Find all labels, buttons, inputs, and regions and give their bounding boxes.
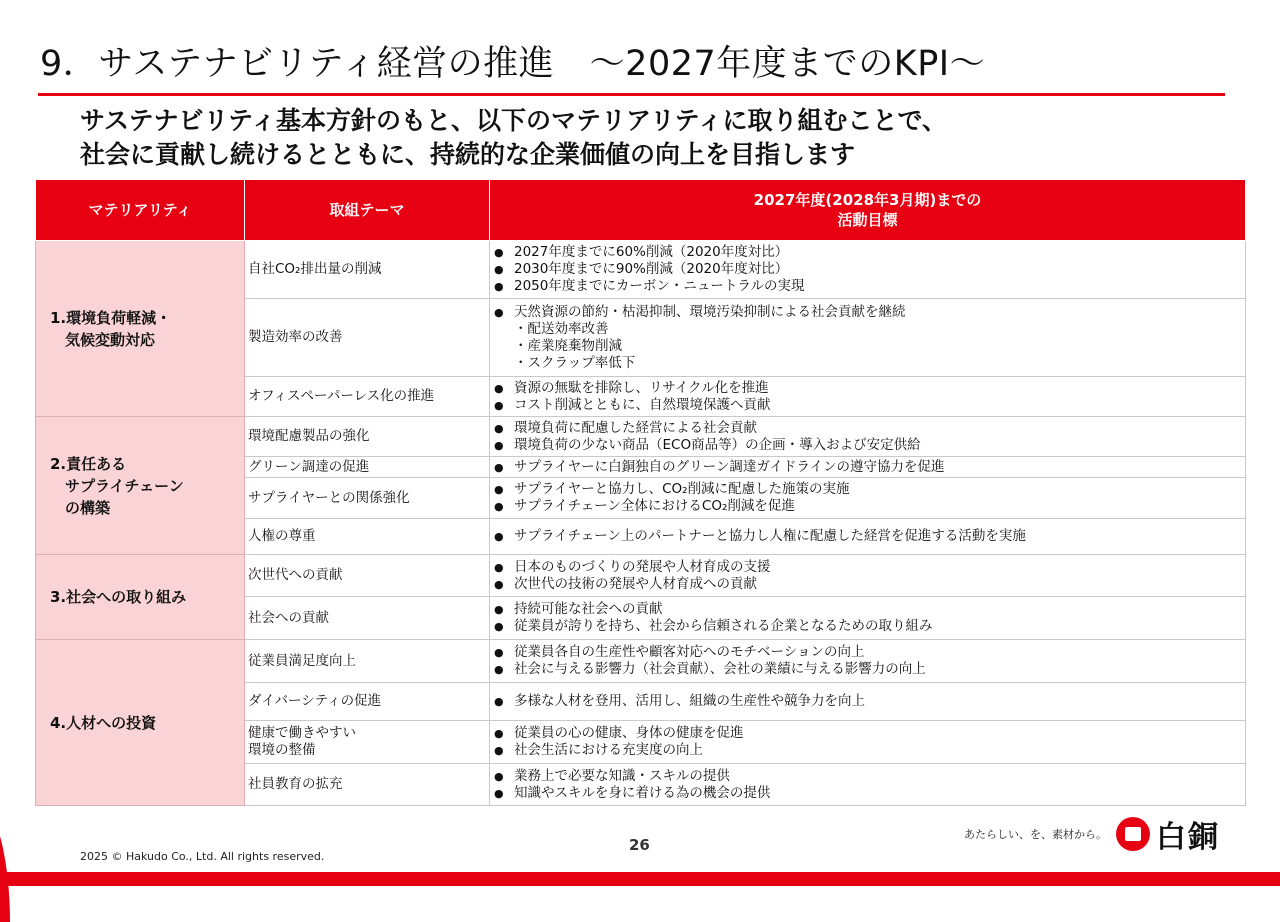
goal-list — [494, 380, 1239, 414]
footer-bar — [0, 872, 1280, 886]
goal-cell — [490, 555, 1246, 597]
goal-list — [494, 768, 1239, 802]
goal-item: ● 次世代の技術の発展や人材育成への貢献 — [494, 576, 1239, 593]
theme-label: オフィスペーパーレス化の推進 — [248, 388, 435, 404]
goal-item: ● 従業員各自の生産性や顧客対応へのモチベーションの向上 — [494, 644, 1239, 661]
company-tagline: あたらしい、を、素材から。 — [964, 828, 1107, 841]
page-number: 26 — [629, 836, 650, 854]
goal-list — [494, 459, 1239, 476]
materiality-label: 3.社会への取り組み — [50, 588, 187, 606]
subtitle-line-2: 社会に貢献し続けるとともに、持続的な企業価値の向上を目指します — [80, 140, 856, 169]
goal-subitem: ・スクラップ率低下 — [514, 354, 636, 371]
theme-label: サプライヤーとの関係強化 — [248, 489, 410, 506]
theme-cell — [245, 478, 490, 519]
goal-list — [494, 693, 1239, 710]
goal-cell — [490, 683, 1246, 721]
header-goal — [490, 180, 1246, 241]
materiality-cell — [36, 417, 245, 555]
goal-item: ● 持続可能な社会への貢献 — [494, 601, 1239, 618]
company-logo — [1116, 812, 1220, 856]
materiality-label: 4.人材への投資 — [50, 713, 157, 732]
goal-item: ● 2050年度までにカーボン・ニュートラルの実現 — [494, 278, 1239, 295]
theme-label: 製造効率の改善 — [248, 329, 343, 345]
copyright: 2025 © Hakudo Co., Ltd. All rights reserved. — [80, 850, 325, 863]
logo-mark-icon — [1116, 817, 1150, 851]
goal-item: ● サプライチェーン全体におけるCO₂削減を促進 — [494, 498, 1239, 515]
theme-cell — [245, 597, 490, 640]
materiality-cell — [36, 241, 245, 417]
header-goal-line-2: 活動目標 — [837, 211, 898, 229]
theme-label: 環境配慮製品の強化 — [248, 428, 370, 444]
subtitle-line-1: サステナビリティ基本方針のもと、以下のマテリアリティに取り組むことで、 — [80, 106, 948, 135]
goal-list — [494, 725, 1239, 759]
goal-subitem: ・配送効率改善 — [514, 320, 609, 337]
theme-label: 健康で働きやすい — [248, 725, 356, 741]
theme-label: ダイバーシティの促進 — [248, 693, 382, 709]
materiality-cell — [36, 555, 245, 640]
theme-label: グリーン調達の促進 — [248, 458, 370, 475]
corner-accent — [0, 792, 10, 922]
goal-item: ● 天然資源の節約・枯渇抑制、環境汚染抑制による社会貢献を継続 — [494, 304, 1239, 321]
goal-cell — [490, 241, 1246, 299]
theme-cell — [245, 241, 490, 299]
materiality-label: サプライチェーン — [50, 476, 184, 495]
theme-cell — [245, 519, 490, 555]
goal-item: ● 多様な人材を登用、活用し、組織の生産性や競争力を向上 — [494, 693, 1239, 710]
theme-cell — [245, 640, 490, 683]
goal-item: ● 2027年度までに60%削減（2020年度対比） — [494, 244, 1239, 261]
theme-label: 次世代への貢献 — [248, 567, 343, 583]
goal-cell — [490, 417, 1246, 457]
theme-label: 環境の整備 — [248, 742, 316, 758]
theme-cell — [245, 377, 490, 417]
theme-label: 人権の尊重 — [248, 528, 316, 544]
goal-cell — [490, 519, 1246, 555]
goal-list — [494, 420, 1239, 454]
table-row — [36, 640, 1246, 683]
goal-item: ● 従業員が誇りを持ち、社会から信頼される企業となるための取り組み — [494, 618, 1239, 635]
table-row — [36, 241, 1246, 299]
theme-cell — [245, 721, 490, 764]
page-title: 9．サステナビリティ経営の推進 ～2027年度までのKPI～ — [40, 44, 986, 84]
goal-item: ● サプライチェーン上のパートナーと協力し人権に配慮した経営を促進する活動を実施 — [494, 528, 1239, 545]
theme-label: 自社CO₂排出量の削減 — [248, 261, 382, 277]
goal-item: ● 知識やスキルを身に着ける為の機会の提供 — [494, 785, 1239, 802]
goal-list — [494, 481, 1239, 515]
materiality-cell — [36, 640, 245, 806]
goal-list — [494, 559, 1239, 593]
goal-item: ● 日本のものづくりの発展や人材育成の支援 — [494, 559, 1239, 576]
theme-label: 社員教育の拡充 — [248, 776, 343, 792]
goal-list — [494, 601, 1239, 635]
goal-cell — [490, 721, 1246, 764]
goal-cell — [490, 597, 1246, 640]
goal-item: ● 社会生活における充実度の向上 — [494, 742, 1239, 759]
page-subtitle — [80, 104, 947, 172]
goal-cell — [490, 377, 1246, 417]
header-theme: 取組テーマ — [245, 180, 490, 241]
title-divider — [38, 93, 1225, 96]
materiality-label: 1.環境負荷軽減・ — [50, 308, 172, 327]
header-goal-line-1: 2027年度(2028年3月期)までの — [753, 191, 982, 209]
goal-item: ● 従業員の心の健康、身体の健康を促進 — [494, 725, 1239, 742]
goal-item: ● サプライヤーと協力し、CO₂削減に配慮した施策の実施 — [494, 481, 1239, 498]
goal-cell — [490, 457, 1246, 478]
goal-subitem: ・産業廃棄物削減 — [514, 337, 622, 354]
table-row — [36, 417, 1246, 457]
goal-list — [494, 244, 1239, 295]
theme-cell — [245, 457, 490, 478]
goal-item: ● 資源の無駄を排除し、リサイクル化を推進 — [494, 380, 1239, 397]
goal-item: ● 2030年度までに90%削減（2020年度対比） — [494, 261, 1239, 278]
logo-text: 白銅 — [1156, 820, 1220, 855]
header-materiality: マテリアリティ — [36, 180, 245, 241]
materiality-label: 2.責任ある — [50, 454, 127, 473]
theme-cell — [245, 555, 490, 597]
theme-cell — [245, 764, 490, 806]
goal-cell — [490, 478, 1246, 519]
goal-item: ● 環境負荷の少ない商品（ECO商品等）の企画・導入および安定供給 — [494, 437, 1239, 454]
kpi-table — [35, 179, 1246, 806]
goal-list — [494, 528, 1239, 545]
goal-item: ● 社会に与える影響力（社会貢献）、会社の業績に与える影響力の向上 — [494, 661, 1239, 678]
theme-label: 従業員満足度向上 — [248, 652, 356, 669]
goal-cell — [490, 299, 1246, 377]
table-row — [36, 555, 1246, 597]
materiality-label: の構築 — [50, 498, 111, 517]
goal-item: ● 環境負荷に配慮した経営による社会貢献 — [494, 420, 1239, 437]
materiality-label: 気候変動対応 — [50, 330, 156, 349]
theme-cell — [245, 417, 490, 457]
goal-item: ● サプライヤーに白銅独自のグリーン調達ガイドラインの遵守協力を促進 — [494, 459, 1239, 476]
goal-cell — [490, 640, 1246, 683]
goal-item: ● 業務上で必要な知識・スキルの提供 — [494, 768, 1239, 785]
goal-cell — [490, 764, 1246, 806]
kpi-table-body — [36, 241, 1246, 806]
goal-list — [494, 644, 1239, 678]
theme-label: 社会への貢献 — [248, 609, 329, 626]
goal-list — [494, 304, 1239, 372]
theme-cell — [245, 299, 490, 377]
theme-cell — [245, 683, 490, 721]
goal-item: ● コスト削減とともに、自然環境保護へ貢献 — [494, 397, 1239, 414]
